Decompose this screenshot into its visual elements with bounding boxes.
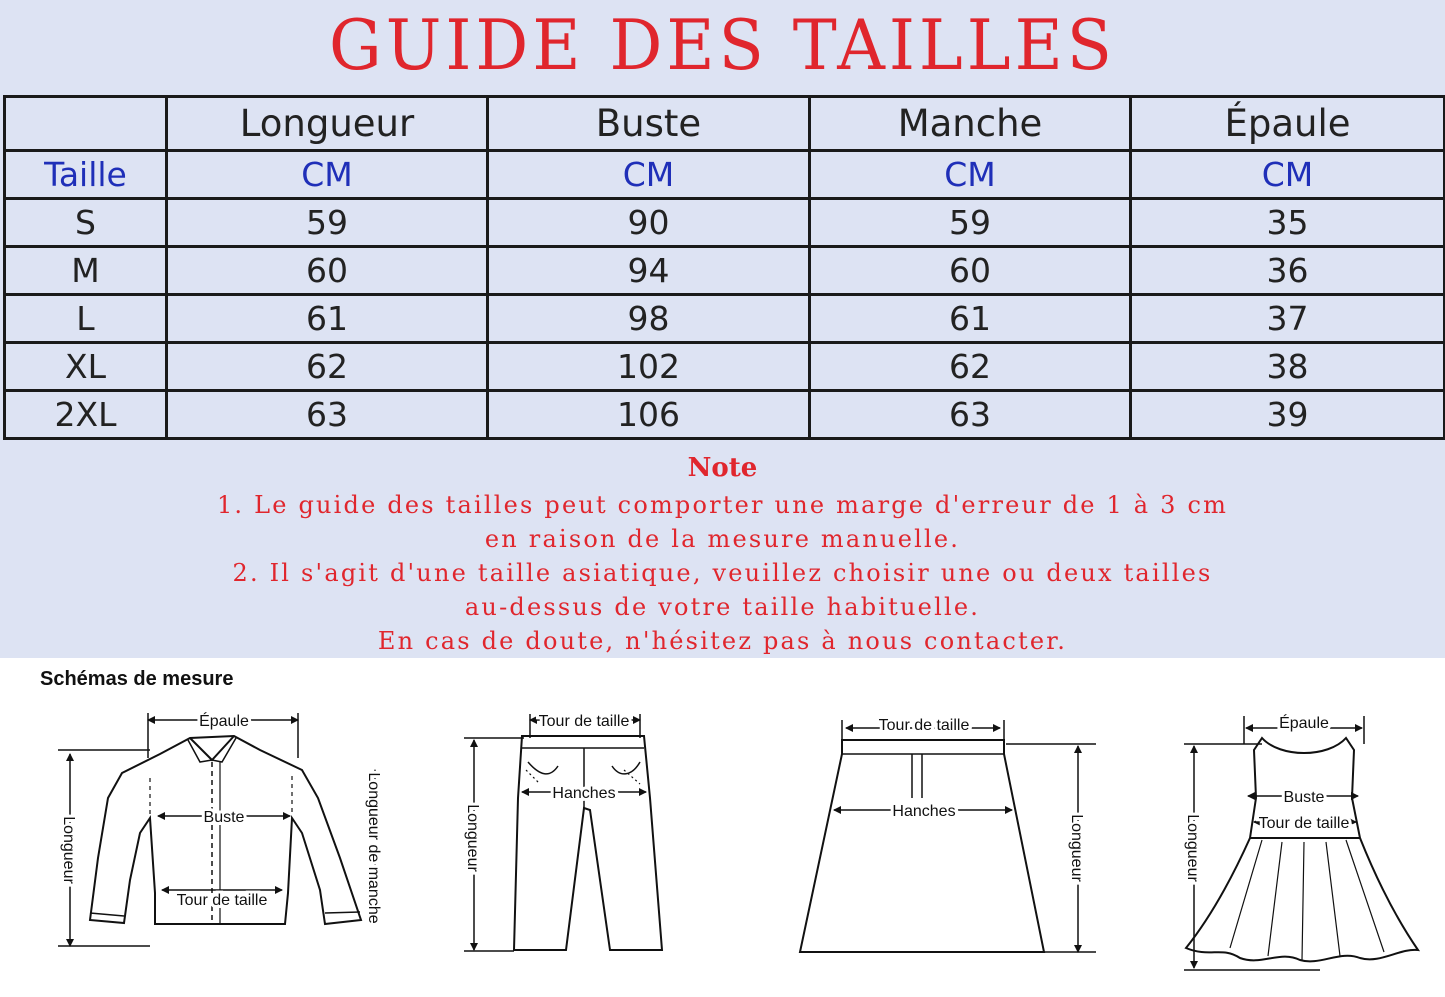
table-cell: 106 <box>488 391 810 439</box>
table-cell: 59 <box>810 199 1131 247</box>
label-skirt-hips: Hanches <box>892 803 956 820</box>
table-cell: 36 <box>1131 247 1445 295</box>
unit-cell: CM <box>167 151 488 199</box>
table-cell: 2XL <box>5 391 167 439</box>
note-line: au-dessus de votre taille habituelle. <box>464 593 981 621</box>
table-cell: 62 <box>810 343 1131 391</box>
dress-diagram <box>1186 738 1418 961</box>
label-shirt-length: Longueur <box>60 816 77 884</box>
label-pants-length: Longueur <box>464 804 481 872</box>
table-row <box>5 199 1445 247</box>
unit-cell: CM <box>1131 151 1445 199</box>
pants-outline <box>514 736 662 950</box>
table-cell: 94 <box>488 247 810 295</box>
unit-cell: CM <box>810 151 1131 199</box>
table-cell: 37 <box>1131 295 1445 343</box>
table-cell: 60 <box>810 247 1131 295</box>
header-cell: Buste <box>488 97 810 151</box>
note-line: En cas de doute, n'hésitez pas à nous contacter. <box>377 627 1068 655</box>
skirt-diagram <box>800 740 1044 952</box>
header-cell: Longueur <box>167 97 488 151</box>
label-skirt-waist: Tour de taille <box>878 717 970 734</box>
skirt-measure-lines <box>834 720 1096 952</box>
unit-cell: Taille <box>5 151 167 199</box>
label-skirt-length: Longueur <box>1068 814 1085 882</box>
label-pants-hips: Hanches <box>552 785 616 802</box>
shirt-measure-lines <box>58 713 375 946</box>
table-cell: 63 <box>810 391 1131 439</box>
table-cell: 98 <box>488 295 810 343</box>
note-line: 1. Le guide des tailles peut comporter une marge d'erreur de 1 à 3 cm <box>216 491 1229 519</box>
table-cell: 102 <box>488 343 810 391</box>
label-shirt-sleeve: Longueur de manche <box>365 772 382 924</box>
table-cell: 63 <box>167 391 488 439</box>
table-cell: 61 <box>167 295 488 343</box>
size-table <box>3 95 1445 440</box>
label-pants-waist: Tour de taille <box>538 713 630 730</box>
table-row <box>5 391 1445 439</box>
pants-diagram <box>514 736 662 950</box>
table-cell: 59 <box>167 199 488 247</box>
label-dress-waist: Tour de taille <box>1258 815 1350 832</box>
label-dress-length: Longueur <box>1184 814 1201 882</box>
note-line: 2. Il s'agit d'une taille asiatique, veuillez choisir une ou deux tailles <box>232 559 1213 587</box>
schemas-title: Schémas de mesure <box>40 668 234 690</box>
table-row <box>5 295 1445 343</box>
label-shirt-shoulder: Épaule <box>199 713 249 730</box>
header-cell <box>5 97 167 151</box>
pants-measure-lines <box>464 714 646 951</box>
unit-cell: CM <box>488 151 810 199</box>
table-header-row <box>5 97 1445 151</box>
table-cell: 35 <box>1131 199 1445 247</box>
table-cell: 39 <box>1131 391 1445 439</box>
note-heading: Note <box>687 453 758 483</box>
table-unit-row <box>5 151 1445 199</box>
label-dress-bust: Buste <box>1283 789 1325 806</box>
table-cell: 90 <box>488 199 810 247</box>
note-line: en raison de la mesure manuelle. <box>484 525 961 553</box>
table-cell: XL <box>5 343 167 391</box>
header-cell: Manche <box>810 97 1131 151</box>
table-cell: 62 <box>167 343 488 391</box>
table-cell: M <box>5 247 167 295</box>
header-cell: Épaule <box>1131 97 1445 151</box>
table-cell: 60 <box>167 247 488 295</box>
table-cell: 61 <box>810 295 1131 343</box>
table-row <box>5 247 1445 295</box>
table-row <box>5 343 1445 391</box>
label-dress-shoulder: Épaule <box>1279 715 1329 732</box>
table-cell: 38 <box>1131 343 1445 391</box>
table-cell: S <box>5 199 167 247</box>
note-block <box>0 448 1445 658</box>
measurement-diagrams <box>0 658 1445 997</box>
page-title: GUIDE DES TAILLES <box>329 5 1116 86</box>
table-cell: L <box>5 295 167 343</box>
label-shirt-waist: Tour de taille <box>176 892 268 909</box>
label-shirt-bust: Buste <box>203 809 245 826</box>
